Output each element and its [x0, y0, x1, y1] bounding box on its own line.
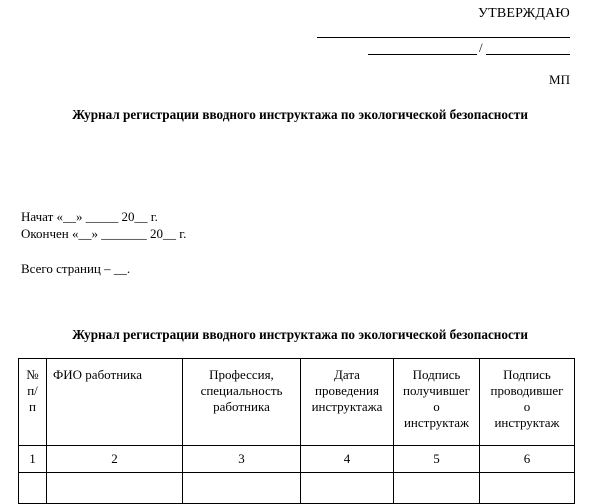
signature-field-line	[368, 54, 477, 55]
header-line: проведения	[315, 383, 379, 398]
table-row	[19, 473, 575, 504]
table-header-row	[19, 359, 575, 446]
header-line: №	[26, 367, 39, 382]
approve-heading: УТВЕРЖДАЮ	[477, 6, 570, 21]
header-cell-date	[301, 359, 394, 446]
total-pages-line: Всего страниц – __.	[21, 261, 131, 276]
name-field-line	[486, 54, 570, 55]
table-cell	[183, 473, 301, 504]
header-cell-number	[19, 359, 47, 446]
header-line: Подпись	[503, 367, 551, 382]
header-line: о	[433, 399, 440, 414]
signature-separator: /	[479, 40, 483, 55]
table-cell	[394, 473, 480, 504]
approver-position-line	[317, 37, 570, 38]
finished-date-line: Окончен «__» _______ 20__ г.	[21, 226, 187, 241]
column-number: 3	[183, 446, 301, 473]
header-cell-name	[47, 359, 183, 446]
header-line: Дата	[334, 367, 360, 382]
column-number: 5	[394, 446, 480, 473]
header-line: о	[523, 399, 531, 414]
header-line: ФИО работника	[53, 367, 142, 382]
header-line: п/	[27, 383, 38, 398]
header-line: специальность	[200, 383, 283, 398]
column-number: 1	[19, 446, 47, 473]
header-cell-conducted-signature	[480, 359, 575, 446]
column-number: 2	[47, 446, 183, 473]
column-number: 6	[480, 446, 575, 473]
header-line: получившег	[402, 383, 471, 398]
stamp-place-label: МП	[549, 72, 570, 87]
header-line: п	[29, 399, 36, 414]
table-title: Журнал регистрации вводного инструктажа по экологической безопасности	[72, 327, 528, 342]
header-line: работника	[213, 399, 270, 414]
header-line: инструктаж	[494, 415, 560, 430]
table-cell	[47, 473, 183, 504]
header-line: инструктаж	[403, 415, 470, 430]
header-cell-received-signature	[394, 359, 480, 446]
table-cell	[301, 473, 394, 504]
table-cell	[480, 473, 575, 504]
table-cell	[19, 473, 47, 504]
started-date-line: Начат «__» _____ 20__ г.	[21, 209, 158, 224]
journal-table	[18, 358, 575, 504]
header-cell-profession	[183, 359, 301, 446]
column-number-row	[19, 446, 575, 473]
header-line: инструктажа	[311, 399, 383, 414]
journal-dates	[21, 208, 186, 242]
journal-title: Журнал регистрации вводного инструктажа по экологической безопасности	[72, 107, 528, 122]
signature-line	[368, 40, 570, 56]
column-number: 4	[301, 446, 394, 473]
header-line: Профессия,	[209, 367, 274, 382]
header-line: проводившег	[490, 383, 564, 398]
header-line: Подпись	[412, 367, 461, 382]
